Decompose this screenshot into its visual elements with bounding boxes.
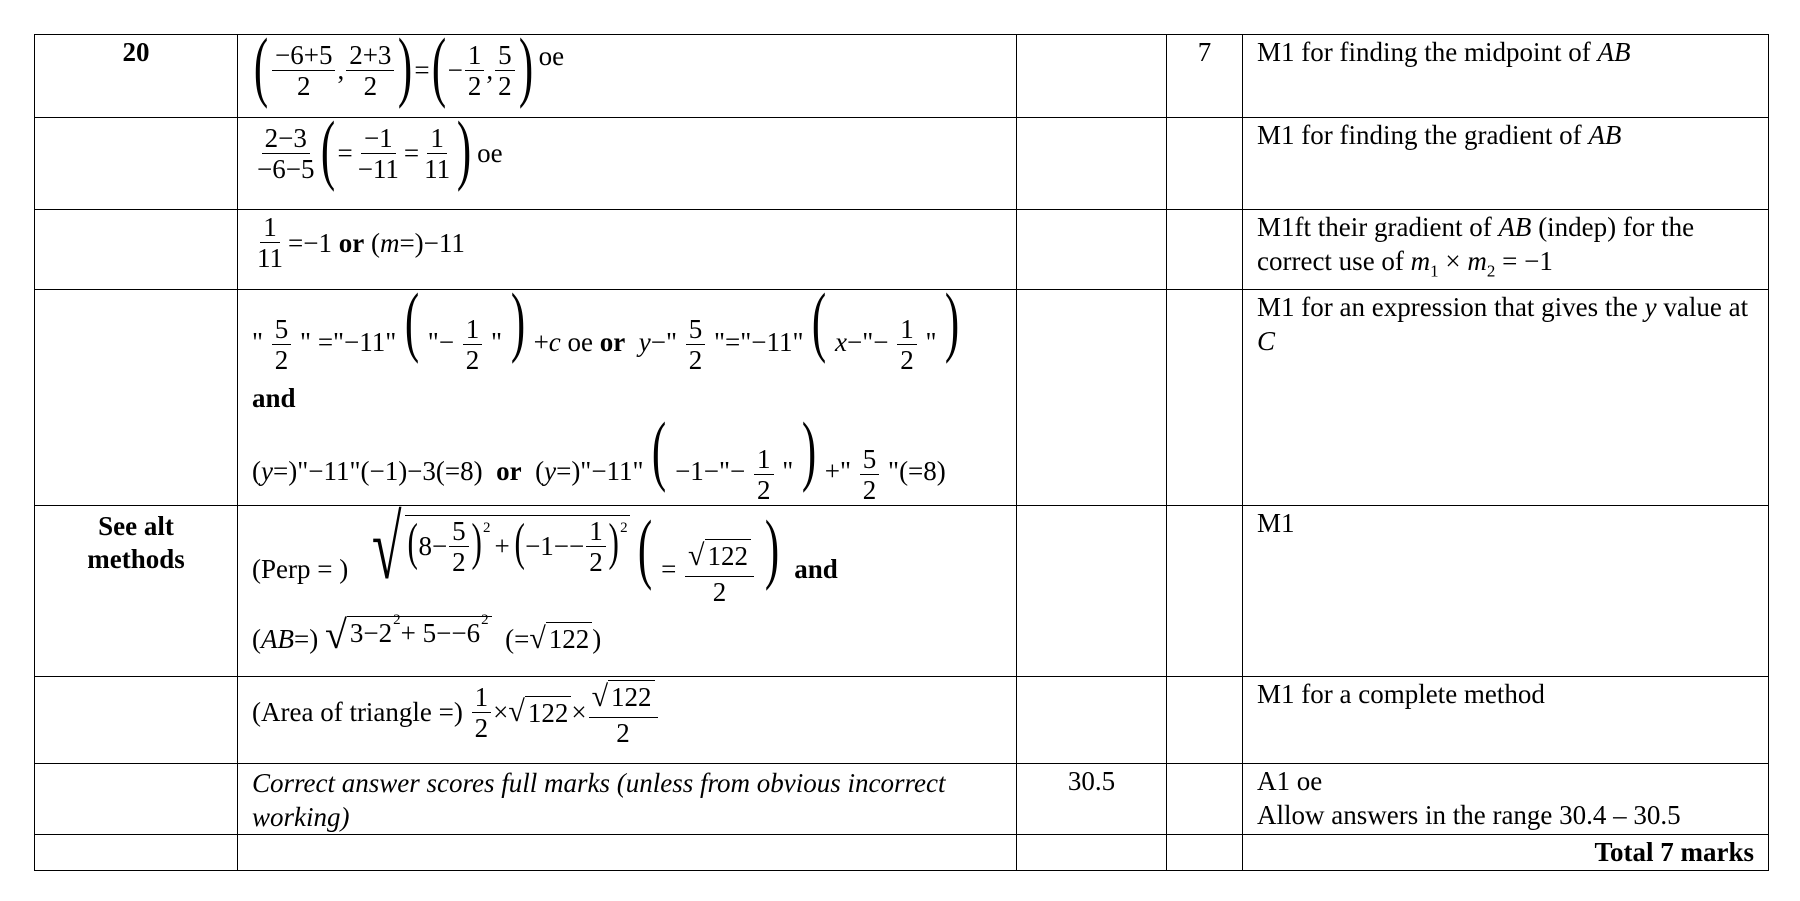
answer-cell <box>1017 290 1167 506</box>
answer-cell <box>1017 210 1167 290</box>
answer-cell <box>1017 505 1167 676</box>
answer-cell: 30.5 <box>1017 763 1167 834</box>
notes-cell: A1 oe Allow answers in the range 30.4 – 30.5 <box>1243 763 1769 834</box>
answer-cell <box>1017 676 1167 763</box>
marks-cell <box>1167 210 1243 290</box>
mark-scheme-table <box>34 22 1769 871</box>
notes-cell: M1 for finding the gradient of AB <box>1243 118 1769 210</box>
table-row <box>35 118 1769 210</box>
table-row <box>35 834 1769 870</box>
working-cell <box>238 676 1017 763</box>
answer-cell <box>1017 35 1167 118</box>
question-number <box>35 763 238 834</box>
notes-cell: M1 for an expression that gives the y value at C <box>1243 290 1769 506</box>
marks-cell <box>1167 676 1243 763</box>
y-value-expression: (y=)"−11"(−1)−3(=8) or (y=)"−11" ( −1−"− $\frac{1}{2}$ " ) +" $\frac{5}{2}$ "(=8) <box>252 406 946 505</box>
line-equation-expression: " $\frac{5}{2}$ " ="−11" ( "− $\frac{1}{2}$ " ) +c oe or y−" $\frac{5}{2}$ "="−11" ( x−"− $\frac{1}{2}$ " ) <box>252 277 960 376</box>
question-number <box>35 290 238 506</box>
working-cell <box>238 498 1017 676</box>
notes-cell: M1ft their gradient of AB (indep) for the correct use of $m_1 \times m_2 = -1$ <box>1243 210 1769 290</box>
marks-cell: 7 <box>1167 35 1243 118</box>
answer-cell <box>1017 834 1167 870</box>
working-cell <box>238 105 1017 210</box>
notes-cell: M1 for finding the midpoint of AB <box>1243 35 1769 118</box>
question-number: 20 <box>35 35 238 118</box>
question-number <box>35 834 238 870</box>
marks-cell <box>1167 763 1243 834</box>
alt-methods-label: See alt methods <box>35 505 238 676</box>
question-number <box>35 210 238 290</box>
working-cell <box>238 277 1017 506</box>
marks-cell <box>1167 505 1243 676</box>
marks-cell <box>1167 118 1243 210</box>
table-row <box>35 210 1769 290</box>
notes-cell: M1 <box>1243 505 1769 676</box>
table-row <box>35 35 1769 118</box>
and-label: and <box>252 383 296 414</box>
gradient-expression: $\frac{2-3}{-6-5}$ ( = $\frac{-1}{-11}$ = $\frac{1}{11}$ ) oe <box>257 105 503 192</box>
marks-cell <box>1167 834 1243 870</box>
working-cell: Correct answer scores full marks (unless from obvious incorrect working) <box>238 763 1017 834</box>
table-row <box>35 290 1769 506</box>
total-marks: Total 7 marks <box>1243 834 1769 870</box>
table-row <box>35 676 1769 763</box>
working-cell <box>238 22 1017 118</box>
midpoint-expression: ( $\frac{-6+5}{2}$ , $\frac{2+3}{2}$ ) = ( − $\frac{1}{2}$ , $\frac{5}{2}$ ) oe <box>253 22 565 109</box>
working-cell <box>238 210 1017 290</box>
perpendicular-length-expression: (Perp = ) √ ( 8− $\frac{5}{2}$ ) 2 + ( −1−− $\frac{1}{2}$ ) 2 ( = √ 122 2 ) and <box>252 498 838 607</box>
marks-cell <box>1167 290 1243 506</box>
question-number <box>35 118 238 210</box>
answer-cell <box>1017 118 1167 210</box>
perpendicular-gradient-expression: $\frac{1}{11}$ =−1 or ( m =)−11 <box>257 212 465 273</box>
working-cell <box>238 834 1017 870</box>
ab-length-expression: (AB=) √ $3-2^2+ 5--6^2$ (= √ 122 ) <box>252 611 602 657</box>
question-number <box>35 676 238 763</box>
table-row <box>35 505 1769 676</box>
notes-cell: M1 for a complete method <box>1243 676 1769 763</box>
area-expression: (Area of triangle =) $\frac{1}{2}$ × √ 122 × √ 122 2 <box>252 677 660 748</box>
table-row <box>35 763 1769 834</box>
